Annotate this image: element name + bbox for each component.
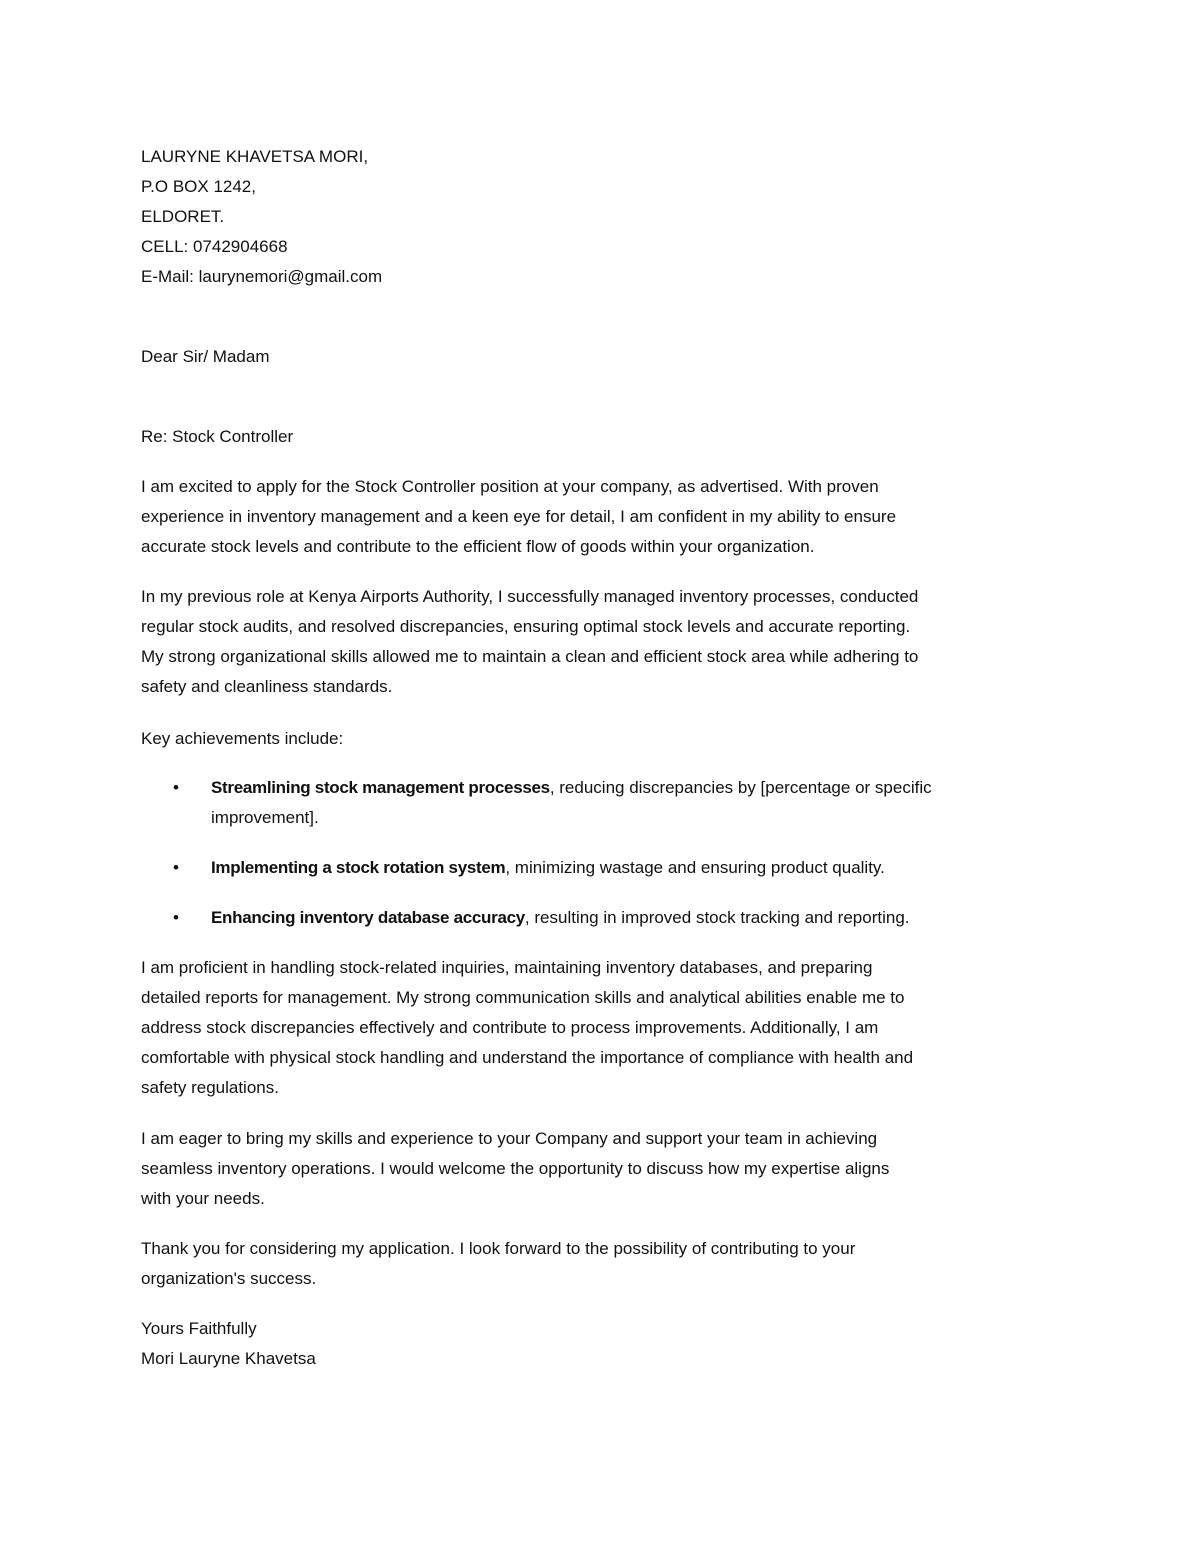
achievement-title: Implementing a stock rotation system [211,858,506,877]
text-line: comfortable with physical stock handling and understand the importance of compliance with health and [141,1048,914,1067]
bullet-icon: • [173,858,179,877]
text-line: seamless inventory operations. I would welcome the opportunity to discuss how my expertise aligns [141,1159,890,1178]
bullet-icon: • [173,908,179,927]
text-line: safety regulations. [141,1078,279,1097]
closing: Yours Faithfully [141,1319,257,1338]
paragraph-1 [141,472,896,562]
paragraph-4 [141,1124,889,1214]
achievement-detail: , minimizing wastage and ensuring product quality. [505,858,885,877]
salutation: Dear Sir/ Madam [141,347,270,366]
bullet-icon: • [173,778,179,797]
sign-off [141,1314,316,1374]
paragraph-5 [141,1234,855,1294]
achievement-title: Enhancing inventory database accuracy [211,908,525,927]
signature-name: Mori Lauryne Khavetsa [141,1349,316,1368]
text-line: safety and cleanliness standards. [141,677,393,696]
text-line: I am excited to apply for the Stock Controller position at your company, as advertised. With proven [141,477,879,496]
text-line: address stock discrepancies effectively and contribute to process improvements. Additionally, I am [141,1018,879,1037]
text-line: I am proficient in handling stock-related inquiries, maintaining inventory databases, and preparing [141,958,873,977]
achievement-title: Streamlining stock management processes [211,778,550,797]
text-line: regular stock audits, and resolved discrepancies, ensuring optimal stock levels and accurate reporting. [141,617,911,636]
paragraph-2 [141,582,918,702]
sender-cell: CELL: 0742904668 [141,237,288,256]
achievement-detail: , resulting in improved stock tracking and reporting. [524,908,910,927]
text-line: In my previous role at Kenya Airports Authority, I successfully managed inventory processes, conducted [141,587,919,606]
text-line: with your needs. [141,1189,265,1208]
subject-line: Re: Stock Controller [141,427,294,446]
text-line: Thank you for considering my application. I look forward to the possibility of contributing to your [141,1239,856,1258]
paragraph-3 [141,953,913,1103]
achievements-intro: Key achievements include: [141,729,344,748]
achievement-detail: , reducing discrepancies by [percentage or specific [549,778,932,797]
sender-email: E-Mail: laurynemori@gmail.com [141,267,383,286]
sender-name: LAURYNE KHAVETSA MORI, [141,147,369,166]
text-line: I am eager to bring my skills and experience to your Company and support your team in achieving [141,1129,878,1148]
sender-box: P.O BOX 1242, [141,177,256,196]
sender-address [141,142,382,292]
achievement-detail-cont: improvement]. [211,808,319,827]
text-line: My strong organizational skills allowed me to maintain a clean and efficient stock area while adhering to [141,647,919,666]
sender-town: ELDORET. [141,207,225,226]
text-line: accurate stock levels and contribute to the efficient flow of goods within your organization. [141,537,815,556]
text-line: organization's success. [141,1269,317,1288]
text-line: experience in inventory management and a keen eye for detail, I am confident in my ability to ensure [141,507,897,526]
text-line: detailed reports for management. My strong communication skills and analytical abilities enable me to [141,988,905,1007]
